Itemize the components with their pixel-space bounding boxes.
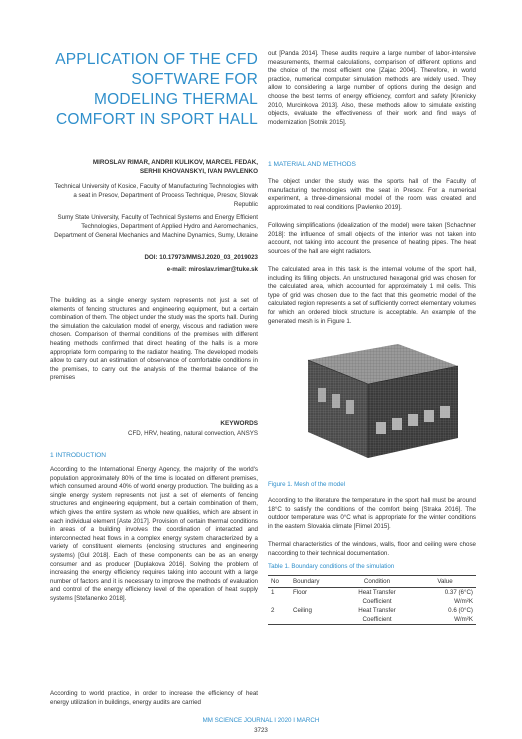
intro-paragraph-2: According to world practice, in order to increase the efficiency of heat energy utilization in buildings, energy audits are carried xyxy=(50,690,258,706)
cell-unit: W/m²K xyxy=(454,598,473,605)
methods-paragraph-2: Following simplifications (idealization of the model) were taken [Schachner 2018]: the influence of small objects of the interior was not taken into account, not taking into account the presence of heating pipes. The heat sources of the hall are eight radiators. xyxy=(268,222,476,255)
cell-no: 1 xyxy=(268,588,290,598)
footer-journal: MM SCIENCE JOURNAL I 2020 I MARCH xyxy=(202,717,320,724)
cell-boundary: Ceiling xyxy=(293,607,312,614)
cell-condition: Coefficient xyxy=(340,615,414,625)
table-row xyxy=(268,606,476,615)
paper-title: APPLICATION OF THE CFD SOFTWARE FOR MODELING THERMAL COMFORT IN SPORT HALL xyxy=(55,51,258,128)
page-number: 3723 xyxy=(254,727,268,734)
table-row xyxy=(268,597,476,606)
cell-condition: Heat Transfer xyxy=(340,588,414,598)
literature-paragraph-2: Thermal characteristics of the windows, walls, floor and ceiling were chose naccording to their technical documentation. xyxy=(268,541,476,557)
figure-caption-text: Mesh of the model xyxy=(294,481,346,488)
intro-paragraph-1: According to the International Energy Agency, the majority of the world's population approximately 80% of the time is located on different premises, which consumed around 40% of world energy production. The building as a single energy system represents not just a set of elements of fencing structures and engineering equipment, but a certain combination of them, which gives the entire system as whole new qualities, which are absent in each individual element [Aste 2017]. Provision of certain thermal conditions in areas of a building involves the coordination of interacted and interconnected heat flows in a complex energy system characterized by a variety of constituent elements (enclosing structures and engineering systems) [Gul 2018]. Each of these components can be as an energy consumer and as producer [Duplakova 2016]. Solving the problem of increasing the energy efficiency requires taking into account with a large number of factors and it is necessary to improve the methods of evaluation and control of the energy efficiency level of the operation of heat supply systems [Stefanenko 2018]. xyxy=(50,466,258,602)
table-header-row xyxy=(268,576,476,588)
affiliation-2: Sumy State University, Faculty of Technical Systems and Energy Efficient Technologies, Department of Applied Hydro and Aeromechanics, Department of General Mechanics and Machine Dynamics, Sumy, Ukraine xyxy=(54,214,258,240)
affiliation-1: Technical University of Kosice, Faculty of Manufacturing Technologies with a seat in Presov, Department of Process Technique, Presov, Slovak Republic xyxy=(54,183,258,209)
cell-unit: W/m²K xyxy=(414,615,476,625)
authors xyxy=(50,158,258,176)
keywords: CFD, HRV, heating, natural convection, ANSYS xyxy=(127,430,258,437)
right-paragraph-1: out [Panda 2014]. These audits require a large number of labor-intensive measurements, thermal calculations, comparison of different options and the choice of the most efficient one [Zajac 2004]. Therefore, in world practice, numerical computer simulation methods are widely used. They allow to considering a large number of options during the design and choose the best terms of energy efficiency, comfort and safety [Krenicky 2010, Murcinkova 2013]. Also, these methods allow to simulate existing objects, evaluate the effectiveness of their work and find ways of modernization [Sotnik 2015]. xyxy=(268,50,476,126)
methods-paragraph-3: The calculated area in this task is the internal volume of the sport hall, including its filling objects. An unstructured hexagonal grid was chosen for the calculated area, which accounted for approximately 1 mil cells. This type of grid was chosen due to the fact that this geometric model of the calculated region represents a set of sufficiently correct elementary volumes for which an ordered block structure is acceptable. An example of the generated mesh is in Figure 1. xyxy=(268,266,476,325)
methods-heading: 1 MATERIAL AND METHODS xyxy=(268,161,356,168)
figure-label: Figure 1. xyxy=(268,481,293,488)
table-row xyxy=(268,615,476,625)
cell-boundary: Floor xyxy=(290,588,340,598)
intro-heading: 1 INTRODUCTION xyxy=(50,452,107,459)
literature-paragraph-1: According to the literature the temperature in the sport hall must be around 18°C to satisfy the conditions of the comfort being [Straka 2016]. The outdoor temperature was 0°C what is appropriate for the winter conditions in the eastern Slovakia climate [Flimel 2015]. xyxy=(268,497,476,530)
header-boundary: Boundary xyxy=(290,576,340,588)
table-row xyxy=(268,588,476,598)
keywords-title: KEYWORDS xyxy=(220,420,258,427)
mesh-model-image xyxy=(268,330,476,470)
header-no: No xyxy=(268,576,290,588)
cell-condition: Heat Transfer xyxy=(358,607,396,614)
table-caption xyxy=(268,563,394,570)
header-value: Value xyxy=(414,576,476,588)
abstract: The building as a single energy system represents not just a set of elements of fencing structures and engineering equipment, but a certain combination of them. The object under the study was the sports hall. During the simulation the calculation model of energy, viscous and radiation were chosen. Comparison of thermal conditions of the premises with different heating methods confirmed that direct heating of the halls is a more appropriate form comparing to the radiator heating. The developed models allow to carry out an estimation of observance of comfortable conditions in the premises, to carry out the analysis of the thermal balance of the premises xyxy=(50,297,258,382)
mesh-figure xyxy=(268,330,476,470)
figure-caption xyxy=(268,481,345,488)
cell-value: 0.37 (6°C) xyxy=(414,588,476,598)
authors-line-1: MIROSLAV RIMAR, ANDRII KULIKOV, MARCEL FEDAK, xyxy=(92,159,258,166)
cell-value: 0.6 (0°C) xyxy=(448,607,473,614)
cell-no: 2 xyxy=(271,607,275,614)
table-label: Table 1. xyxy=(268,563,290,570)
header-condition: Condition xyxy=(340,576,414,588)
doi: DOI: 10.17973/MMSJ.2020_03_2019023 xyxy=(144,254,258,261)
methods-paragraph-1: The object under the study was the sports hall of the Faculty of manufacturing technologies with the seat in Presov. For a numerical experiment, a three-dimensional model of the room was created and approximated to real conditions [Pavlenko 2019]. xyxy=(268,178,476,211)
boundary-conditions-table xyxy=(268,575,476,625)
cell-condition: Coefficient xyxy=(362,598,392,605)
table-caption-text: Boundary conditions of the simulation xyxy=(291,563,395,570)
authors-line-2: SERHII KHOVANSKYI, IVAN PAVLENKO xyxy=(139,168,258,175)
email: e-mail: miroslav.rimar@tuke.sk xyxy=(166,266,258,273)
